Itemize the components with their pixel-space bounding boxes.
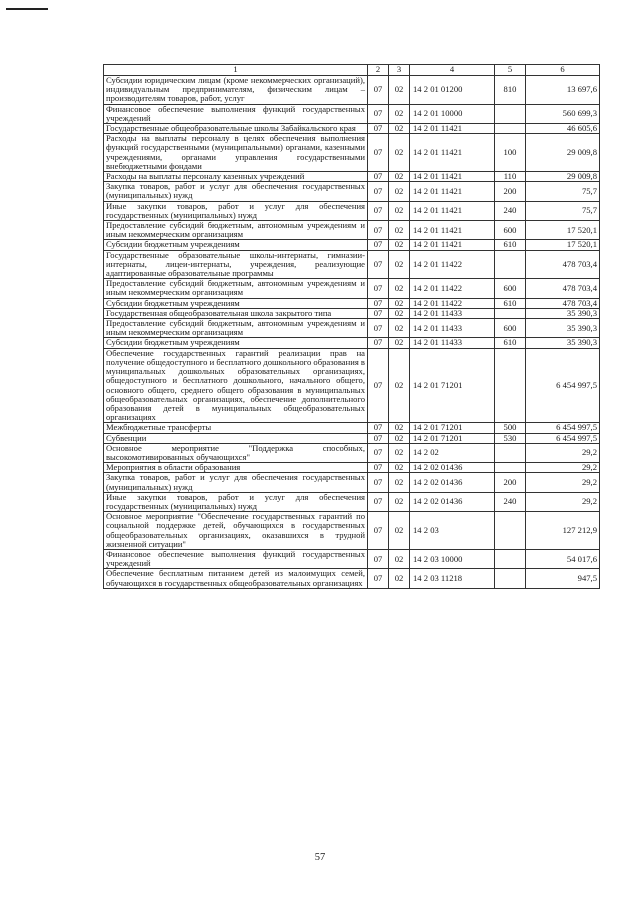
cell-sum: 29,2 bbox=[526, 492, 600, 511]
cell-rz: 07 bbox=[368, 76, 389, 105]
cell-sum: 13 697,6 bbox=[526, 76, 600, 105]
cell-pr: 02 bbox=[389, 308, 410, 318]
table-row bbox=[104, 463, 600, 473]
table-row bbox=[104, 201, 600, 220]
cell-vr: 610 bbox=[495, 298, 526, 308]
cell-vr: 530 bbox=[495, 433, 526, 443]
header-cell-csr: 4 bbox=[410, 65, 495, 76]
table-row bbox=[104, 250, 600, 279]
cell-pr: 02 bbox=[389, 338, 410, 348]
cell-vr: 240 bbox=[495, 201, 526, 220]
cell-name: Обеспечение бесплатным питанием детей из малоимущих семей, обучающихся в государственных общеобразовательных организациях bbox=[104, 569, 368, 588]
cell-sum: 29 009,8 bbox=[526, 172, 600, 182]
cell-name: Расходы на выплаты персоналу в целях обеспечения выполнения функций государственными (муниципальными) органами, казенными учреждениями, органами управления государственными внебюджетными фондами bbox=[104, 134, 368, 172]
table-row bbox=[104, 569, 600, 588]
cell-pr: 02 bbox=[389, 569, 410, 588]
cell-csr: 14 2 01 11433 bbox=[410, 308, 495, 318]
cell-name: Мероприятия в области образования bbox=[104, 463, 368, 473]
cell-csr: 14 2 01 11422 bbox=[410, 279, 495, 298]
cell-pr: 02 bbox=[389, 134, 410, 172]
cell-name: Основное мероприятие "Поддержка способных, высокомотивированных обучающихся" bbox=[104, 443, 368, 462]
header-row bbox=[104, 65, 600, 76]
cell-rz: 07 bbox=[368, 240, 389, 250]
cell-vr: 200 bbox=[495, 182, 526, 201]
cell-pr: 02 bbox=[389, 201, 410, 220]
cell-sum: 46 605,6 bbox=[526, 124, 600, 134]
table-row bbox=[104, 308, 600, 318]
header-cell-vr: 5 bbox=[495, 65, 526, 76]
cell-sum: 478 703,4 bbox=[526, 250, 600, 279]
cell-vr: 610 bbox=[495, 338, 526, 348]
cell-rz: 07 bbox=[368, 104, 389, 123]
cell-sum: 127 212,9 bbox=[526, 512, 600, 550]
cell-pr: 02 bbox=[389, 433, 410, 443]
cell-name: Межбюджетные трансферты bbox=[104, 423, 368, 433]
cell-vr: 100 bbox=[495, 134, 526, 172]
cell-csr: 14 2 01 11422 bbox=[410, 250, 495, 279]
table-row bbox=[104, 348, 600, 423]
cell-rz: 07 bbox=[368, 124, 389, 134]
cell-name: Закупка товаров, работ и услуг для обеспечения государственных (муниципальных) нужд bbox=[104, 473, 368, 492]
table-row bbox=[104, 76, 600, 105]
cell-csr: 14 2 02 bbox=[410, 443, 495, 462]
cell-name: Субсидии бюджетным учреждениям bbox=[104, 298, 368, 308]
cell-csr: 14 2 01 11421 bbox=[410, 124, 495, 134]
cell-sum: 35 390,3 bbox=[526, 319, 600, 338]
cell-vr: 600 bbox=[495, 221, 526, 240]
cell-sum: 29,2 bbox=[526, 463, 600, 473]
table-row bbox=[104, 512, 600, 550]
cell-vr: 600 bbox=[495, 319, 526, 338]
cell-pr: 02 bbox=[389, 512, 410, 550]
cell-rz: 07 bbox=[368, 134, 389, 172]
cell-csr: 14 2 03 10000 bbox=[410, 549, 495, 568]
cell-csr: 14 2 01 01200 bbox=[410, 76, 495, 105]
cell-name: Предоставление субсидий бюджетным, автономным учреждениям и иным некоммерческим организациям bbox=[104, 221, 368, 240]
cell-rz: 07 bbox=[368, 319, 389, 338]
cell-vr: 610 bbox=[495, 240, 526, 250]
cell-vr: 110 bbox=[495, 172, 526, 182]
cell-name: Финансовое обеспечение выполнения функций государственных учреждений bbox=[104, 549, 368, 568]
cell-rz: 07 bbox=[368, 512, 389, 550]
cell-pr: 02 bbox=[389, 76, 410, 105]
table-body bbox=[104, 65, 600, 589]
cell-sum: 29,2 bbox=[526, 473, 600, 492]
cell-pr: 02 bbox=[389, 348, 410, 423]
budget-table bbox=[103, 64, 600, 589]
cell-pr: 02 bbox=[389, 172, 410, 182]
cell-vr bbox=[495, 124, 526, 134]
cell-pr: 02 bbox=[389, 319, 410, 338]
cell-name: Субсидии бюджетным учреждениям bbox=[104, 240, 368, 250]
cell-csr: 14 2 01 71201 bbox=[410, 423, 495, 433]
table-row bbox=[104, 221, 600, 240]
cell-pr: 02 bbox=[389, 443, 410, 462]
cell-csr: 14 2 01 11421 bbox=[410, 182, 495, 201]
cell-name: Предоставление субсидий бюджетным, автономным учреждениям и иным некоммерческим организациям bbox=[104, 279, 368, 298]
table-row bbox=[104, 319, 600, 338]
cell-name: Предоставление субсидий бюджетным, автономным учреждениям и иным некоммерческим организациям bbox=[104, 319, 368, 338]
cell-csr: 14 2 01 71201 bbox=[410, 348, 495, 423]
cell-csr: 14 2 01 11422 bbox=[410, 298, 495, 308]
cell-name: Государственная общеобразовательная школа закрытого типа bbox=[104, 308, 368, 318]
cell-sum: 6 454 997,5 bbox=[526, 423, 600, 433]
cell-rz: 07 bbox=[368, 492, 389, 511]
cell-csr: 14 2 01 11421 bbox=[410, 221, 495, 240]
cell-sum: 54 017,6 bbox=[526, 549, 600, 568]
cell-rz: 07 bbox=[368, 338, 389, 348]
cell-name: Субвенции bbox=[104, 433, 368, 443]
table-row bbox=[104, 240, 600, 250]
header-cell-sum: 6 bbox=[526, 65, 600, 76]
cell-rz: 07 bbox=[368, 423, 389, 433]
cell-pr: 02 bbox=[389, 279, 410, 298]
cell-pr: 02 bbox=[389, 549, 410, 568]
table-row bbox=[104, 433, 600, 443]
table-row bbox=[104, 298, 600, 308]
table-row bbox=[104, 473, 600, 492]
cell-rz: 07 bbox=[368, 569, 389, 588]
cell-vr bbox=[495, 308, 526, 318]
cell-rz: 07 bbox=[368, 549, 389, 568]
cell-csr: 14 2 03 11218 bbox=[410, 569, 495, 588]
cell-name: Основное мероприятие "Обеспечение государственных гарантий по социальной поддержке детей, обучающихся в государственных общеобразовательных организациях, оказавшихся в трудной жизненной ситуации" bbox=[104, 512, 368, 550]
corner-rule bbox=[6, 8, 48, 10]
cell-csr: 14 2 02 01436 bbox=[410, 473, 495, 492]
table-row bbox=[104, 338, 600, 348]
cell-pr: 02 bbox=[389, 423, 410, 433]
table-row bbox=[104, 423, 600, 433]
cell-sum: 29 009,8 bbox=[526, 134, 600, 172]
cell-name: Финансовое обеспечение выполнения функций государственных учреждений bbox=[104, 104, 368, 123]
cell-pr: 02 bbox=[389, 124, 410, 134]
cell-vr bbox=[495, 443, 526, 462]
cell-rz: 07 bbox=[368, 201, 389, 220]
table-row bbox=[104, 124, 600, 134]
cell-name: Субсидии бюджетным учреждениям bbox=[104, 338, 368, 348]
cell-sum: 17 520,1 bbox=[526, 221, 600, 240]
cell-csr: 14 2 01 11421 bbox=[410, 201, 495, 220]
page-number: 57 bbox=[314, 852, 326, 863]
cell-vr bbox=[495, 463, 526, 473]
cell-sum: 560 699,3 bbox=[526, 104, 600, 123]
cell-csr: 14 2 03 bbox=[410, 512, 495, 550]
cell-pr: 02 bbox=[389, 182, 410, 201]
cell-rz: 07 bbox=[368, 443, 389, 462]
cell-pr: 02 bbox=[389, 221, 410, 240]
cell-sum: 6 454 997,5 bbox=[526, 433, 600, 443]
table-row bbox=[104, 492, 600, 511]
cell-vr: 600 bbox=[495, 279, 526, 298]
cell-csr: 14 2 01 11421 bbox=[410, 134, 495, 172]
cell-csr: 14 2 01 71201 bbox=[410, 433, 495, 443]
table-row bbox=[104, 134, 600, 172]
cell-name: Иные закупки товаров, работ и услуг для обеспечения государственных (муниципальных) нужд bbox=[104, 492, 368, 511]
cell-vr bbox=[495, 512, 526, 550]
cell-sum: 35 390,3 bbox=[526, 308, 600, 318]
cell-pr: 02 bbox=[389, 492, 410, 511]
cell-name: Субсидии юридическим лицам (кроме некоммерческих организаций), индивидуальным предпринимателям, физическим лицам – производителям товаров, работ, услуг bbox=[104, 76, 368, 105]
cell-sum: 75,7 bbox=[526, 201, 600, 220]
cell-rz: 07 bbox=[368, 433, 389, 443]
header-cell-name: 1 bbox=[104, 65, 368, 76]
cell-sum: 75,7 bbox=[526, 182, 600, 201]
cell-rz: 07 bbox=[368, 279, 389, 298]
table-row bbox=[104, 443, 600, 462]
table-row bbox=[104, 104, 600, 123]
cell-pr: 02 bbox=[389, 104, 410, 123]
cell-vr bbox=[495, 569, 526, 588]
cell-vr: 240 bbox=[495, 492, 526, 511]
cell-name: Обеспечение государственных гарантий реализации прав на получение общедоступного и бесплатного дошкольного образования в муниципальных дошкольных образовательных организациях, общедоступного и бесплатного дошкольного, начального общего, основного общего, среднего общего образования в муниципальных общеобразовательных организациях, обеспечение дополнительного образования детей в муниципальных общеобразовательных организациях bbox=[104, 348, 368, 423]
cell-pr: 02 bbox=[389, 250, 410, 279]
cell-vr bbox=[495, 250, 526, 279]
cell-rz: 07 bbox=[368, 348, 389, 423]
cell-vr: 810 bbox=[495, 76, 526, 105]
cell-name: Расходы на выплаты персоналу казенных учреждений bbox=[104, 172, 368, 182]
cell-sum: 35 390,3 bbox=[526, 338, 600, 348]
cell-sum: 29,2 bbox=[526, 443, 600, 462]
cell-pr: 02 bbox=[389, 473, 410, 492]
cell-rz: 07 bbox=[368, 182, 389, 201]
cell-vr bbox=[495, 549, 526, 568]
cell-rz: 07 bbox=[368, 298, 389, 308]
cell-vr bbox=[495, 348, 526, 423]
cell-csr: 14 2 02 01436 bbox=[410, 463, 495, 473]
cell-sum: 17 520,1 bbox=[526, 240, 600, 250]
cell-rz: 07 bbox=[368, 221, 389, 240]
table-row bbox=[104, 549, 600, 568]
cell-vr bbox=[495, 104, 526, 123]
cell-rz: 07 bbox=[368, 172, 389, 182]
cell-rz: 07 bbox=[368, 308, 389, 318]
cell-rz: 07 bbox=[368, 250, 389, 279]
cell-csr: 14 2 01 11433 bbox=[410, 319, 495, 338]
cell-csr: 14 2 02 01436 bbox=[410, 492, 495, 511]
cell-sum: 478 703,4 bbox=[526, 279, 600, 298]
header-cell-pr: 3 bbox=[389, 65, 410, 76]
table-row bbox=[104, 279, 600, 298]
table-row bbox=[104, 182, 600, 201]
cell-sum: 947,5 bbox=[526, 569, 600, 588]
cell-vr: 200 bbox=[495, 473, 526, 492]
cell-vr: 500 bbox=[495, 423, 526, 433]
cell-sum: 6 454 997,5 bbox=[526, 348, 600, 423]
cell-pr: 02 bbox=[389, 298, 410, 308]
cell-csr: 14 2 01 11421 bbox=[410, 240, 495, 250]
header-cell-rz: 2 bbox=[368, 65, 389, 76]
cell-sum: 478 703,4 bbox=[526, 298, 600, 308]
cell-name: Иные закупки товаров, работ и услуг для обеспечения государственных (муниципальных) нужд bbox=[104, 201, 368, 220]
table-row bbox=[104, 172, 600, 182]
cell-pr: 02 bbox=[389, 463, 410, 473]
cell-name: Государственные общеобразовательные школы Забайкальского края bbox=[104, 124, 368, 134]
cell-csr: 14 2 01 11421 bbox=[410, 172, 495, 182]
cell-rz: 07 bbox=[368, 463, 389, 473]
cell-csr: 14 2 01 10000 bbox=[410, 104, 495, 123]
cell-name: Государственные образовательные школы-интернаты, гимназии-интернаты, лицеи-интернаты, учреждения, реализующие адаптированные образовательные программы bbox=[104, 250, 368, 279]
cell-pr: 02 bbox=[389, 240, 410, 250]
cell-csr: 14 2 01 11433 bbox=[410, 338, 495, 348]
cell-name: Закупка товаров, работ и услуг для обеспечения государственных (муниципальных) нужд bbox=[104, 182, 368, 201]
cell-rz: 07 bbox=[368, 473, 389, 492]
